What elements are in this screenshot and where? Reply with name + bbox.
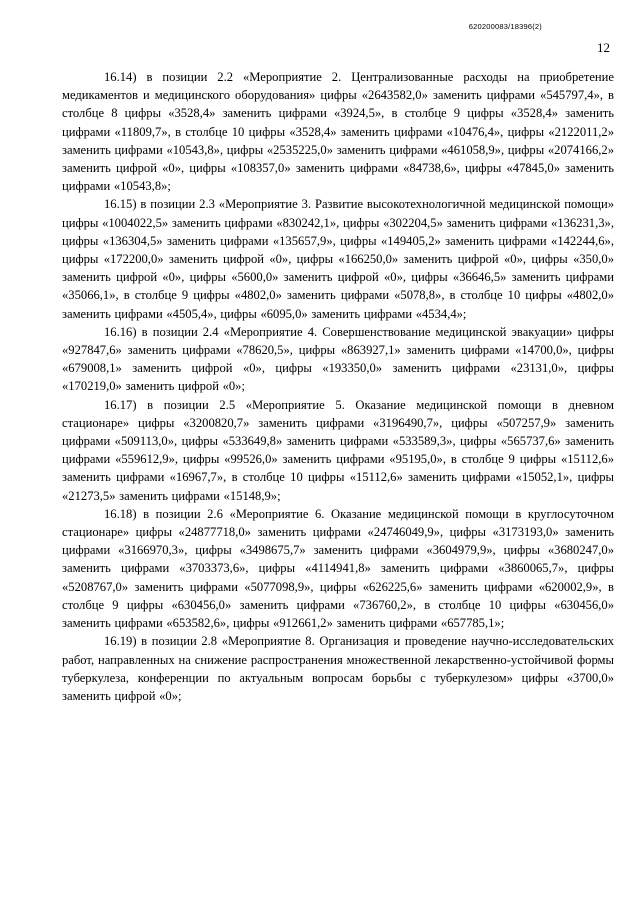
paragraph-16-19: 16.19) в позиции 2.8 «Мероприятие 8. Организация и проведение научно-исследовательских работ, направленных на снижение распространения множественной лекарственно-устойчивой формы туберкулеза, конференции по актуальным вопросам борьбы с туберкулезом» цифры «3700,0» заменить цифрой «0»; bbox=[62, 634, 614, 703]
document-code: 620200083/18396(2) bbox=[468, 22, 542, 31]
page-number: 12 bbox=[597, 40, 610, 55]
paragraph-16-16: 16.16) в позиции 2.4 «Мероприятие 4. Совершенствование медицинской эвакуации» цифры «927847,6» заменить цифрами «78620,5», цифры «863927,1» заменить цифрами «14700,0», цифры «679008,1» заменить цифрой «0», цифры «193350,0» заменить цифрами «23131,0», цифры «170219,0» заменить цифрой «0»; bbox=[62, 324, 614, 394]
paragraph-16-17: 16.17) в позиции 2.5 «Мероприятие 5. Оказание медицинской помощи в дневном стационаре» цифры «3200820,7» заменить цифрами «3196490,7», цифры «507257,9» заменить цифрами «509113,0», цифры «533649,8» заменить цифрами «533589,3», цифры «565737,6» заменить цифрами «559612,9», цифры «99526,0» заменить цифрами «95195,0», в столбце 9 цифры «15112,6» заменить цифрами «16967,7», в столбце 10 цифры «15112,6» заменить цифрами «15052,1», цифры «21273,5» заменить цифрами «15148,9»; bbox=[62, 397, 614, 503]
paragraph-16-18: 16.18) в позиции 2.6 «Мероприятие 6. Оказание медицинской помощи в круглосуточном стационаре» цифры «24877718,0» заменить цифрами «24746049,9», цифры «3173193,0» заменить цифрами «3166970,3», цифры «3498675,7» заменить цифрами «3604979,9», цифры «3680247,0» заменить цифрами «3703373,6», цифры «4114941,8» заменить цифрами «3860065,7», цифры «5208767,0» заменить цифрами «5077098,9», цифры «626225,6» заменить цифрами «620002,9», в столбце 9 цифры «630456,0» заменить цифрами «736760,2», в столбце 10 цифры «630456,0» заменить цифрами «653582,6», цифры «912661,2» заменить цифрами «657785,1»; bbox=[62, 506, 614, 631]
document-body bbox=[62, 68, 614, 705]
paragraph-16-14: 16.14) в позиции 2.2 «Мероприятие 2. Централизованные расходы на приобретение медикаментов и медицинского оборудования» цифры «2643582,0» заменить цифрами «545797,4», в столбце 8 цифры «3528,4» заменить цифрами «3924,5», в столбце 9 цифры «3528,4» заменить цифрами «11809,7», в столбце 10 цифры «3528,4» заменить цифрами «10476,4», цифры «2122011,2» заменить цифрами «10543,8», цифры «2535225,0» заменить цифрами «461058,9», цифры «2074166,2» заменить цифрой «0», цифры «108357,0» заменить цифрами «84738,6», цифры «47845,0» заменить цифрами «10543,8»; bbox=[62, 70, 614, 194]
paragraph-16-15: 16.15) в позиции 2.3 «Мероприятие 3. Развитие высокотехнологичной медицинской помощи» цифры «1004022,5» заменить цифрами «830242,1», цифры «302204,5» заменить цифрами «136231,3», цифры «136304,5» заменить цифрами «135657,9», цифры «149405,2» заменить цифрами «142244,6», цифры «172200,0» заменить цифрой «0», цифры «166250,0» заменить цифрой «0», цифры «350,0» заменить цифрой «0», цифры «5600,0» заменить цифрой «0», цифры «36646,5» заменить цифрами «35066,1», в столбце 9 цифры «4802,0» заменить цифрами «5078,8», в столбце 10 цифры «4802,0» заменить цифрами «4505,4», цифры «6095,0» заменить цифрами «4534,4»; bbox=[62, 197, 614, 321]
